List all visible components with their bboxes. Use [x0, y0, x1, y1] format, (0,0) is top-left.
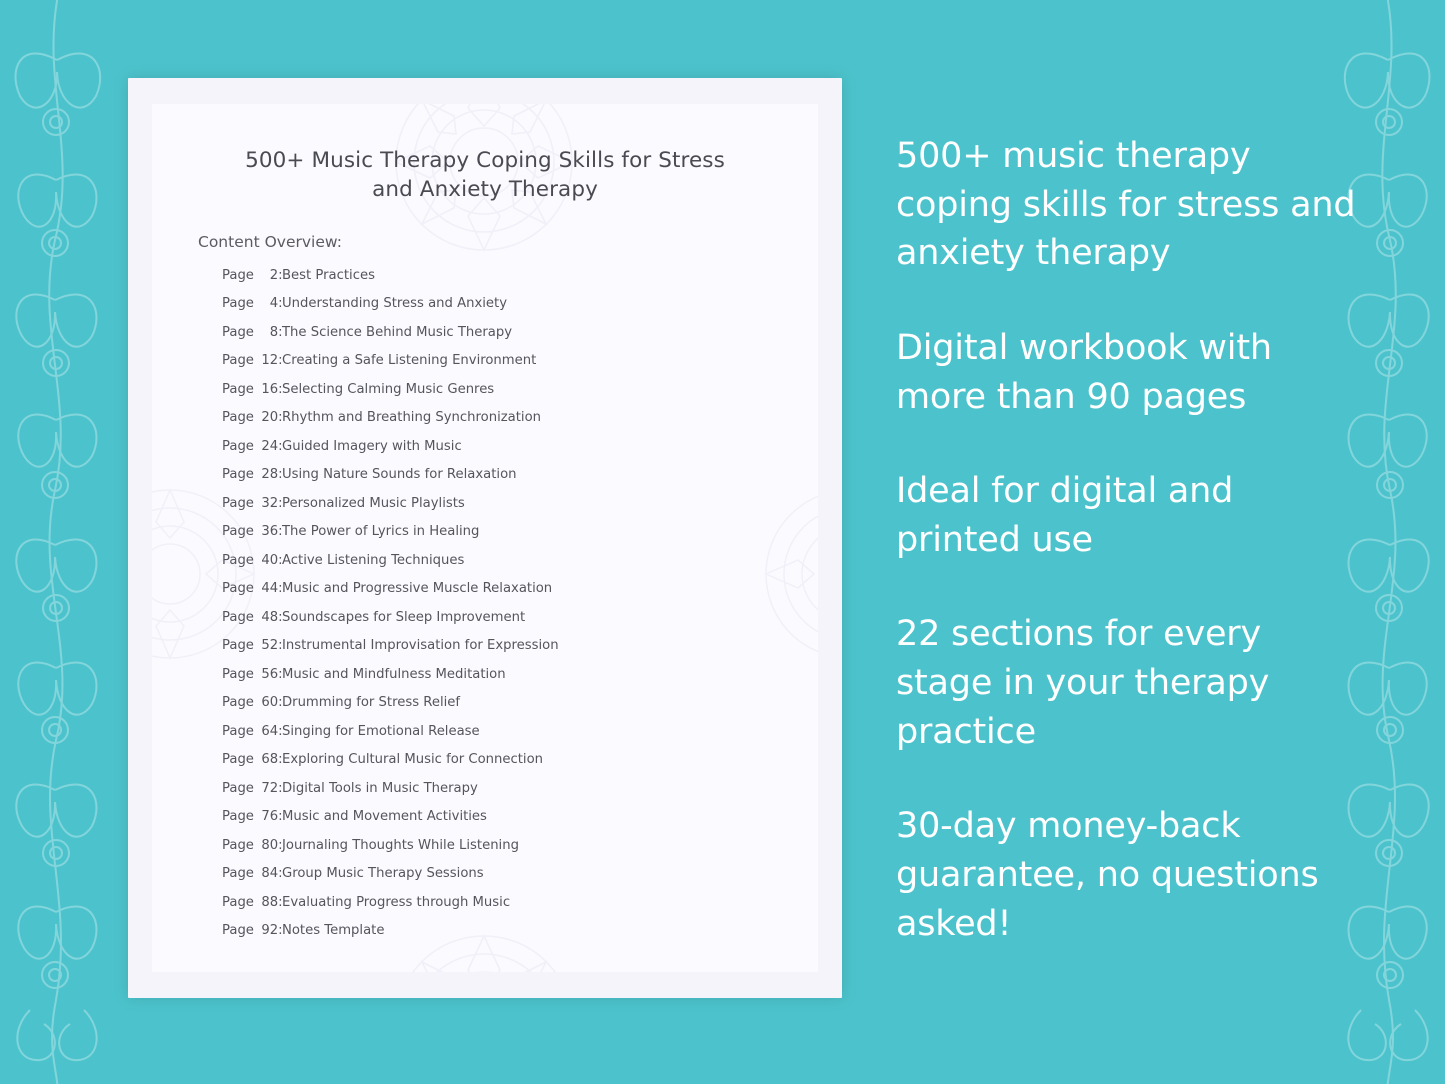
toc-entry-title: Best Practices [282, 267, 375, 283]
table-of-contents [152, 251, 818, 938]
toc-entry-page: Page 20: [222, 410, 283, 426]
toc-entry [222, 269, 818, 282]
document-content-area [152, 104, 818, 972]
marketing-bullets [896, 132, 1366, 948]
toc-entry-page: Page 76: [222, 809, 283, 825]
toc-entry-page: Page 32: [222, 495, 283, 511]
toc-entry [222, 440, 818, 453]
marketing-bullet: 30-day money-back guarantee, no questions asked! [896, 806, 1319, 944]
toc-entry-page-number: 16 [261, 381, 279, 397]
toc-entry [222, 468, 818, 481]
toc-entry-page: Page 52: [222, 638, 283, 654]
toc-entry-page-number: 84 [261, 866, 279, 882]
toc-entry [222, 554, 818, 567]
toc-entry-title: The Power of Lyrics in Healing [282, 524, 480, 540]
toc-entry [222, 668, 818, 681]
toc-entry-title: Singing for Emotional Release [282, 723, 480, 739]
document-sheet [128, 78, 842, 998]
toc-entry-page: Page 48: [222, 609, 283, 625]
toc-entry [222, 497, 818, 510]
toc-entry-page-number: 68 [261, 752, 279, 768]
toc-entry-page: Page 80: [222, 837, 283, 853]
toc-entry-title: Personalized Music Playlists [282, 495, 465, 511]
toc-entry-title: Notes Template [282, 923, 385, 939]
toc-entry [222, 611, 818, 624]
toc-entry-page-number: 4 [269, 296, 279, 312]
toc-entry-page-number: 36 [261, 524, 279, 540]
toc-entry-title: Journaling Thoughts While Listening [282, 837, 519, 853]
toc-entry-page-number: 52 [261, 638, 279, 654]
toc-entry [222, 839, 818, 852]
toc-entry-page-number: 2 [269, 267, 279, 283]
toc-entry-page: Page 84: [222, 866, 283, 882]
toc-entry-page-number: 92 [261, 923, 279, 939]
marketing-bullet: 500+ music therapy coping skills for stress and anxiety therapy [896, 136, 1356, 274]
toc-entry [222, 810, 818, 823]
toc-entry-page: Page 8: [222, 324, 283, 340]
marketing-bullet: Digital workbook with more than 90 pages [896, 327, 1272, 417]
toc-entry-page: Page 36: [222, 524, 283, 540]
toc-entry-title: Music and Progressive Muscle Relaxation [282, 581, 553, 597]
toc-entry-title: Guided Imagery with Music [282, 438, 462, 454]
toc-entry-page: Page 16: [222, 381, 283, 397]
toc-entry-page-number: 60 [261, 695, 279, 711]
toc-entry [222, 326, 818, 339]
floral-decoration-left [0, 0, 118, 1084]
toc-entry-title: Using Nature Sounds for Relaxation [282, 467, 517, 483]
toc-entry [222, 782, 818, 795]
toc-entry [222, 639, 818, 652]
toc-entry [222, 896, 818, 909]
toc-entry-page: Page 60: [222, 695, 283, 711]
toc-entry-page: Page 56: [222, 666, 283, 682]
marketing-bullet: 22 sections for every stage in your therapy practice [896, 614, 1270, 752]
toc-entry-title: Understanding Stress and Anxiety [282, 296, 508, 312]
toc-entry-page-number: 76 [261, 809, 279, 825]
toc-entry-page-number: 8 [269, 324, 279, 340]
toc-entry-page-number: 24 [261, 438, 279, 454]
toc-entry-title: Rhythm and Breathing Synchronization [282, 410, 542, 426]
toc-entry-page-number: 12 [261, 353, 279, 369]
toc-entry [222, 924, 818, 937]
toc-entry [222, 753, 818, 766]
toc-entry-page: Page 64: [222, 723, 283, 739]
toc-entry-page-number: 80 [261, 837, 279, 853]
page-title: 500+ Music Therapy Coping Skills for Stress and Anxiety Therapy [245, 148, 725, 203]
toc-entry [222, 725, 818, 738]
toc-entry-page-number: 88 [261, 894, 279, 910]
toc-entry-page-number: 56 [261, 666, 279, 682]
toc-entry-page-number: 44 [261, 581, 279, 597]
toc-entry [222, 411, 818, 424]
toc-entry-page: Page 92: [222, 923, 283, 939]
content-overview-label: Content Overview: [198, 232, 342, 251]
toc-entry [222, 867, 818, 880]
toc-entry-title: Music and Mindfulness Meditation [282, 666, 506, 682]
toc-entry-page: Page 88: [222, 894, 283, 910]
toc-entry-page-number: 32 [261, 495, 279, 511]
toc-entry-title: Exploring Cultural Music for Connection [282, 752, 544, 768]
toc-entry-page: Page 72: [222, 780, 283, 796]
toc-entry-page: Page 4: [222, 296, 283, 312]
toc-entry-page: Page 68: [222, 752, 283, 768]
toc-entry-title: Instrumental Improvisation for Expression [282, 638, 559, 654]
marketing-bullet: Ideal for digital and printed use [896, 471, 1234, 560]
toc-entry [222, 525, 818, 538]
toc-entry [222, 354, 818, 367]
toc-entry-page: Page 28: [222, 467, 283, 483]
toc-entry-title: Active Listening Techniques [282, 552, 465, 568]
toc-entry-page-number: 64 [261, 723, 279, 739]
toc-entry-page-number: 20 [261, 410, 279, 426]
toc-entry-title: Selecting Calming Music Genres [282, 381, 495, 397]
toc-entry-page-number: 28 [261, 467, 279, 483]
toc-entry [222, 297, 818, 310]
toc-entry-page-number: 40 [261, 552, 279, 568]
toc-entry-page: Page 24: [222, 438, 283, 454]
toc-entry [222, 383, 818, 396]
toc-entry-title: The Science Behind Music Therapy [282, 324, 513, 340]
toc-entry [222, 696, 818, 709]
toc-entry-title: Creating a Safe Listening Environment [282, 353, 537, 369]
toc-entry-page: Page 44: [222, 581, 283, 597]
toc-entry-title: Evaluating Progress through Music [282, 894, 511, 910]
toc-entry-title: Music and Movement Activities [282, 809, 487, 825]
toc-entry [222, 582, 818, 595]
toc-entry-title: Drumming for Stress Relief [282, 695, 461, 711]
toc-entry-title: Soundscapes for Sleep Improvement [282, 609, 526, 625]
toc-entry-page-number: 48 [261, 609, 279, 625]
toc-entry-page: Page 40: [222, 552, 283, 568]
toc-entry-title: Group Music Therapy Sessions [282, 866, 484, 882]
toc-entry-title: Digital Tools in Music Therapy [282, 780, 478, 796]
toc-entry-page: Page 2: [222, 267, 283, 283]
toc-entry-page: Page 12: [222, 353, 283, 369]
toc-entry-page-number: 72 [261, 780, 279, 796]
